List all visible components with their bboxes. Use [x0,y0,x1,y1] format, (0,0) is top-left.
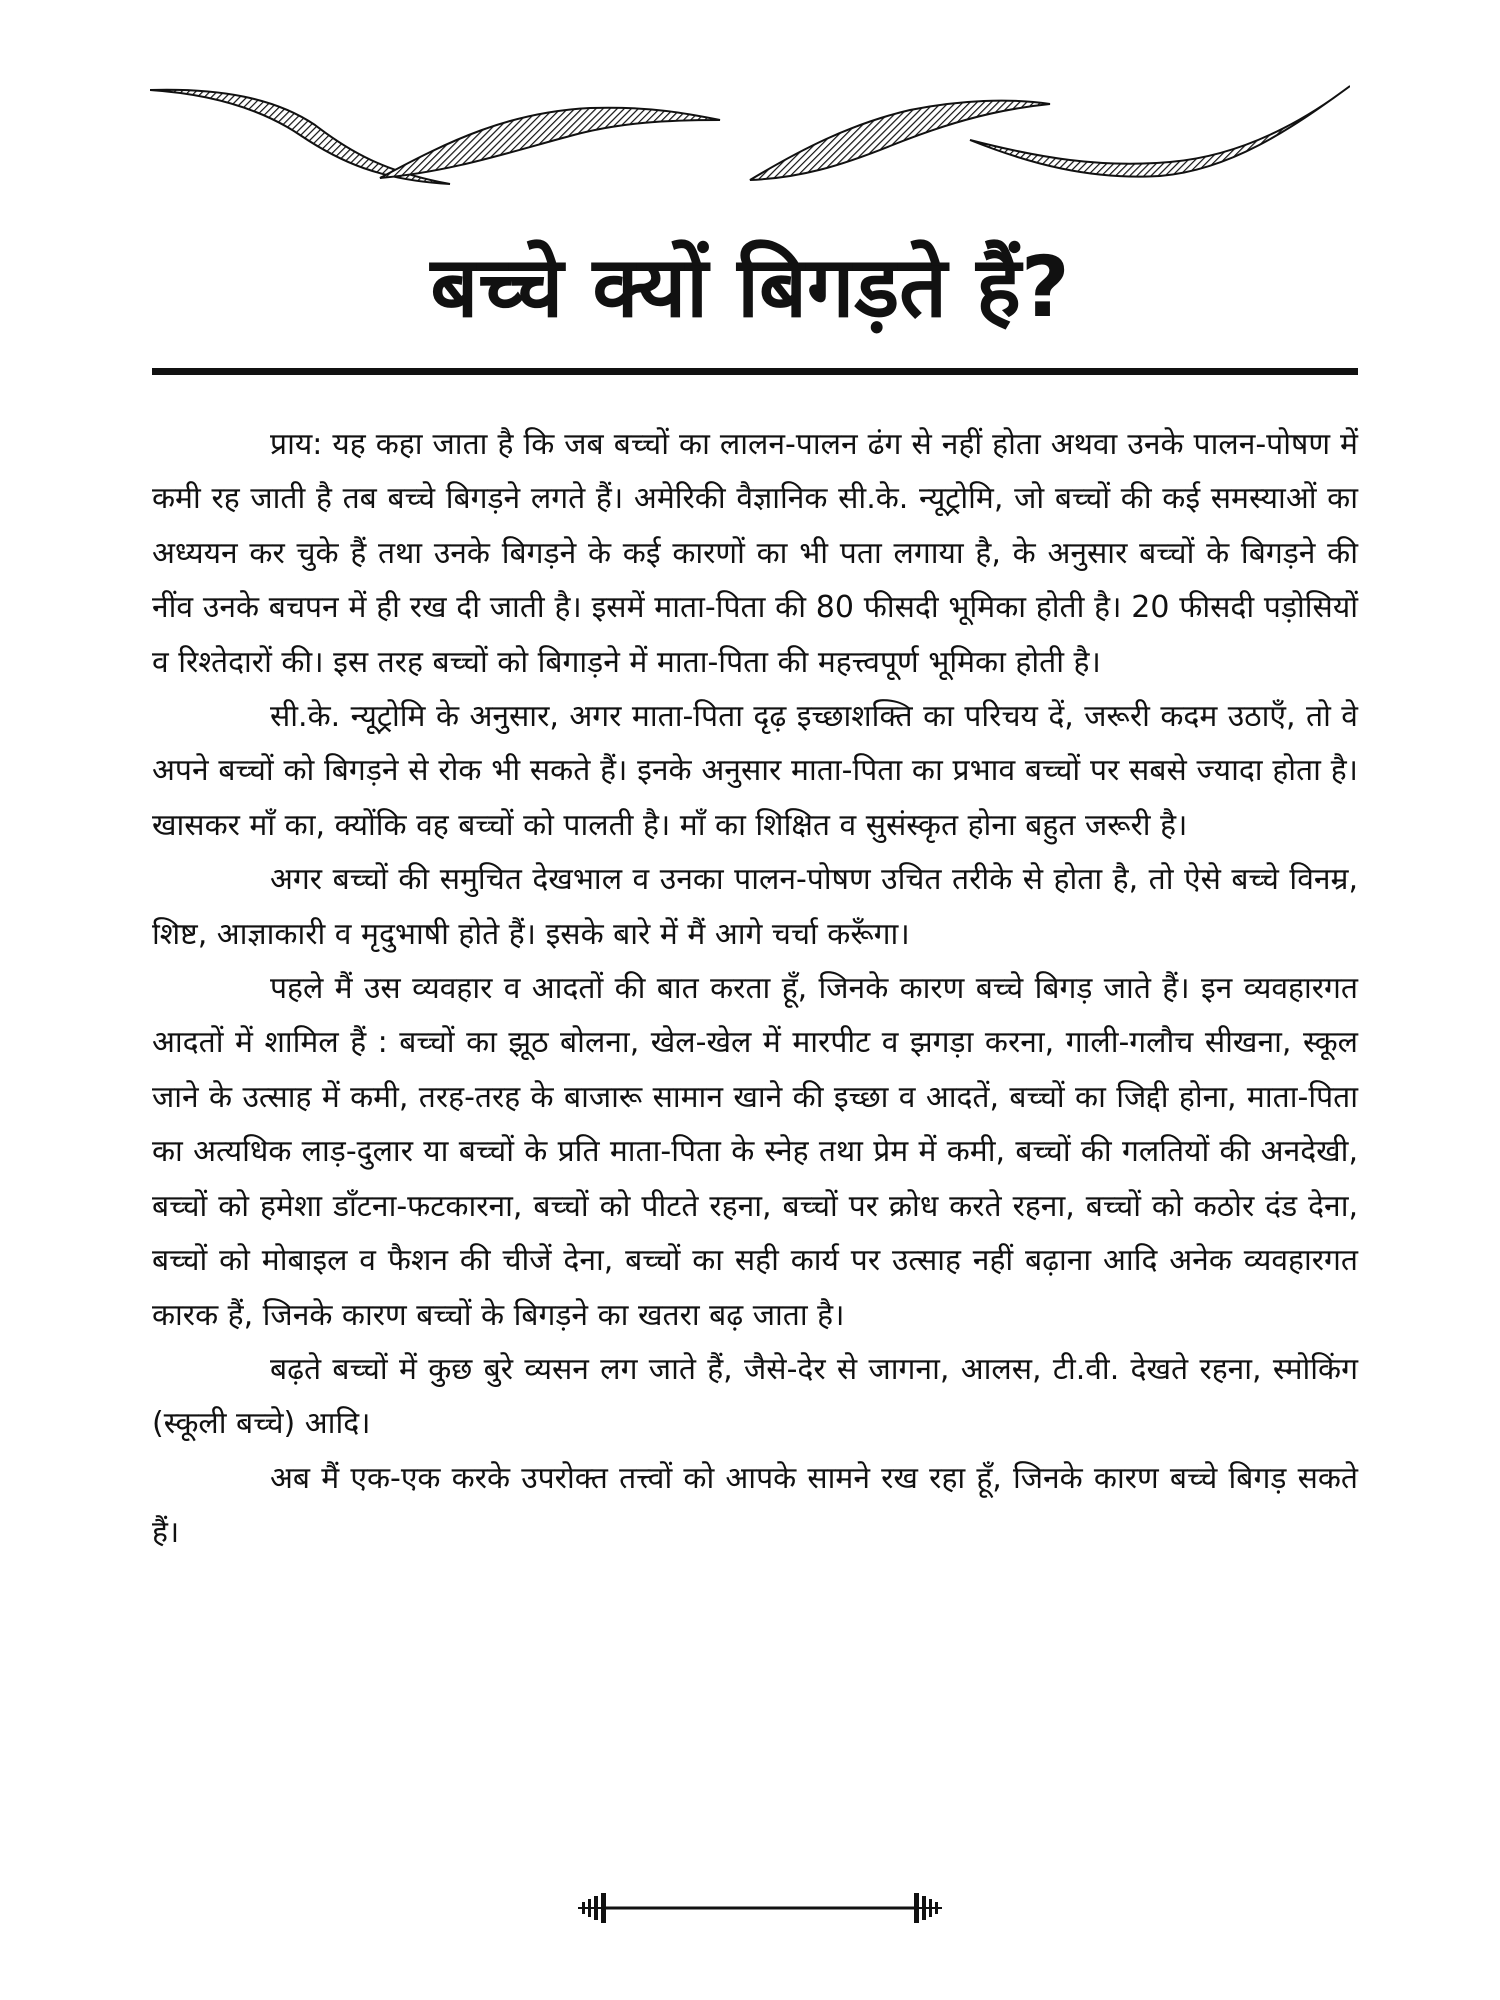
chapter-title: बच्चे क्यों बिगड़ते हैं? [430,238,1070,336]
end-divider-ornament [560,1888,960,1928]
wave-ornament-top [150,80,1350,190]
title-underline [152,368,1358,375]
paragraph: प्राय: यह कहा जाता है कि जब बच्चों का लालन-पालन ढंग से नहीं होता अथवा उनके पालन-पोषण में कमी रह जाती है तब बच्चे बिगड़ने लगते हैं। अमेरिकी वैज्ञानिक सी.के. न्यूट्रोमि, जो बच्चों की कई समस्याओं का अध्ययन कर चुके हैं तथा उनके बिगड़ने के कई कारणों का भी पता लगाया है, के अनुसार बच्चों के बिगड़ने की नींव उनके बचपन में ही रख दी जाती है। इसमें माता-पिता की 80 फीसदी भूमिका होती है। 20 फीसदी पड़ोसियों व रिश्तेदारों की। इस तरह बच्चों को बिगाड़ने में माता-पिता की महत्त्वपूर्ण भूमिका होती है। [152,427,1358,680]
chapter-body [152,418,1358,1561]
paragraph: सी.के. न्यूट्रोमि के अनुसार, अगर माता-पिता दृढ़ इच्छाशक्ति का परिचय दें, जरूरी कदम उठाएँ, तो वे अपने बच्चों को बिगड़ने से रोक भी सकते हैं। इनके अनुसार माता-पिता का प्रभाव बच्चों पर सबसे ज्यादा होता है। खासकर माँ का, क्योंकि वह बच्चों को पालती है। माँ का शिक्षित व सुसंस्कृत होना बहुत जरूरी है। [152,699,1358,843]
paragraph: अब मैं एक-एक करके उपरोक्त तत्त्वों को आपके सामने रख रहा हूँ, जिनके कारण बच्चे बिगड़ सकते हैं। [152,1460,1358,1551]
paragraph: पहले मैं उस व्यवहार व आदतों की बात करता हूँ, जिनके कारण बच्चे बिगड़ जाते हैं। इन व्यवहारगत आदतों में शामिल हैं : बच्चों का झूठ बोलना, खेल-खेल में मारपीट व झगड़ा करना, गाली-गलौच सीखना, स्कूल जाने के उत्साह में कमी, तरह-तरह के बाजारू सामान खाने की इच्छा व आदतें, बच्चों का जिद्दी होना, माता-पिता का अत्यधिक लाड़-दुलार या बच्चों के प्रति माता-पिता के स्नेह तथा प्रेम में कमी, बच्चों की गलतियों की अनदेखी, बच्चों को हमेशा डाँटना-फटकारना, बच्चों को पीटते रहना, बच्चों पर क्रोध करते रहना, बच्चों को कठोर दंड देना, बच्चों को मोबाइल व फैशन की चीजें देना, बच्चों का सही कार्य पर उत्साह नहीं बढ़ाना आदि अनेक व्यवहारगत कारक हैं, जिनके कारण बच्चों के बिगड़ने का खतरा बढ़ जाता है। [152,971,1358,1333]
paragraph: बढ़ते बच्चों में कुछ बुरे व्यसन लग जाते हैं, जैसे-देर से जागना, आलस, टी.वी. देखते रहना, स्मोकिंग (स्कूली बच्चे) आदि। [152,1351,1358,1442]
paragraph: अगर बच्चों की समुचित देखभाल व उनका पालन-पोषण उचित तरीके से होता है, तो ऐसे बच्चे विनम्र, शिष्ट, आज्ञाकारी व मृदुभाषी होते हैं। इसके बारे में मैं आगे चर्चा करूँगा। [152,862,1358,952]
